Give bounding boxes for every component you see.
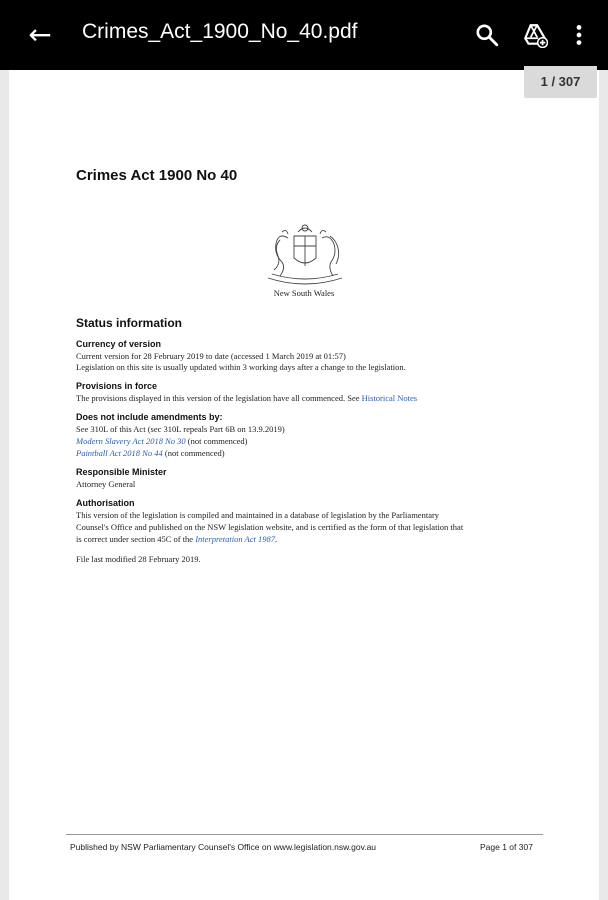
footer-page-number: Page 1 of 307 <box>480 842 533 852</box>
document-filename: Crimes_Act_1900_No_40.pdf <box>82 20 358 43</box>
more-vert-icon[interactable] <box>566 22 592 48</box>
footer-divider <box>66 834 543 835</box>
authorisation-line2: Counsel's Office and published on the NSW legislation website, and is certified as the form of that legislation that <box>76 522 464 532</box>
provisions-text <box>76 393 417 403</box>
amendments-line3 <box>76 448 225 458</box>
minister-text: Attorney General <box>76 479 136 489</box>
nsw-coat-of-arms-image <box>258 222 352 288</box>
amendments-heading: Does not include amendments by: <box>76 412 223 422</box>
provisions-text-body: The provisions displayed in this version of the legislation have all commenced. See <box>76 393 362 403</box>
authorisation-line3 <box>76 534 277 544</box>
file-modified: File last modified 28 February 2019. <box>76 554 201 564</box>
authorisation-line3-suffix: . <box>275 534 278 544</box>
authorisation-heading: Authorisation <box>76 498 135 508</box>
amendments-line3-suffix: (not commenced) <box>162 448 225 458</box>
currency-line2: Legislation on this site is usually updated within 3 working days after a change to the legislation. <box>76 362 406 372</box>
currency-heading: Currency of version <box>76 339 162 349</box>
authorisation-line3-prefix: is correct under section 45C of the <box>76 534 196 544</box>
status-heading: Status information <box>76 316 183 330</box>
footer-publisher: Published by NSW Parliamentary Counsel's Office on www.legislation.nsw.gov.au <box>70 842 377 852</box>
document-title: Crimes Act 1900 No 40 <box>76 167 238 184</box>
authorisation-line1: This version of the legislation is compiled and maintained in a database of legislation by the Parliamentary <box>76 510 440 520</box>
app-toolbar <box>0 0 608 70</box>
amendments-line2-suffix: (not commenced) <box>185 436 248 446</box>
crest-caption: New South Wales <box>273 288 335 298</box>
modern-slavery-act-link[interactable]: Modern Slavery Act 2018 No 30 <box>76 436 186 446</box>
search-icon[interactable] <box>474 22 500 48</box>
drive-add-icon[interactable] <box>522 22 548 48</box>
amendments-line2 <box>76 436 247 446</box>
paintball-act-link[interactable]: Paintball Act 2018 No 44 <box>76 448 163 458</box>
interpretation-act-link[interactable]: Interpretation Act 1987 <box>195 534 275 544</box>
provisions-heading: Provisions in force <box>76 381 158 391</box>
amendments-line1: See 310L of this Act (sec 310L repeals Part 6B on 13.9.2019) <box>76 424 285 434</box>
minister-heading: Responsible Minister <box>76 467 167 477</box>
currency-line1: Current version for 28 February 2019 to date (accessed 1 March 2019 at 01:57) <box>76 351 346 361</box>
historical-notes-link[interactable]: Historical Notes <box>361 393 418 403</box>
page-indicator: 1 / 307 <box>524 66 597 98</box>
arrow-left-icon[interactable]: ← <box>28 18 52 51</box>
